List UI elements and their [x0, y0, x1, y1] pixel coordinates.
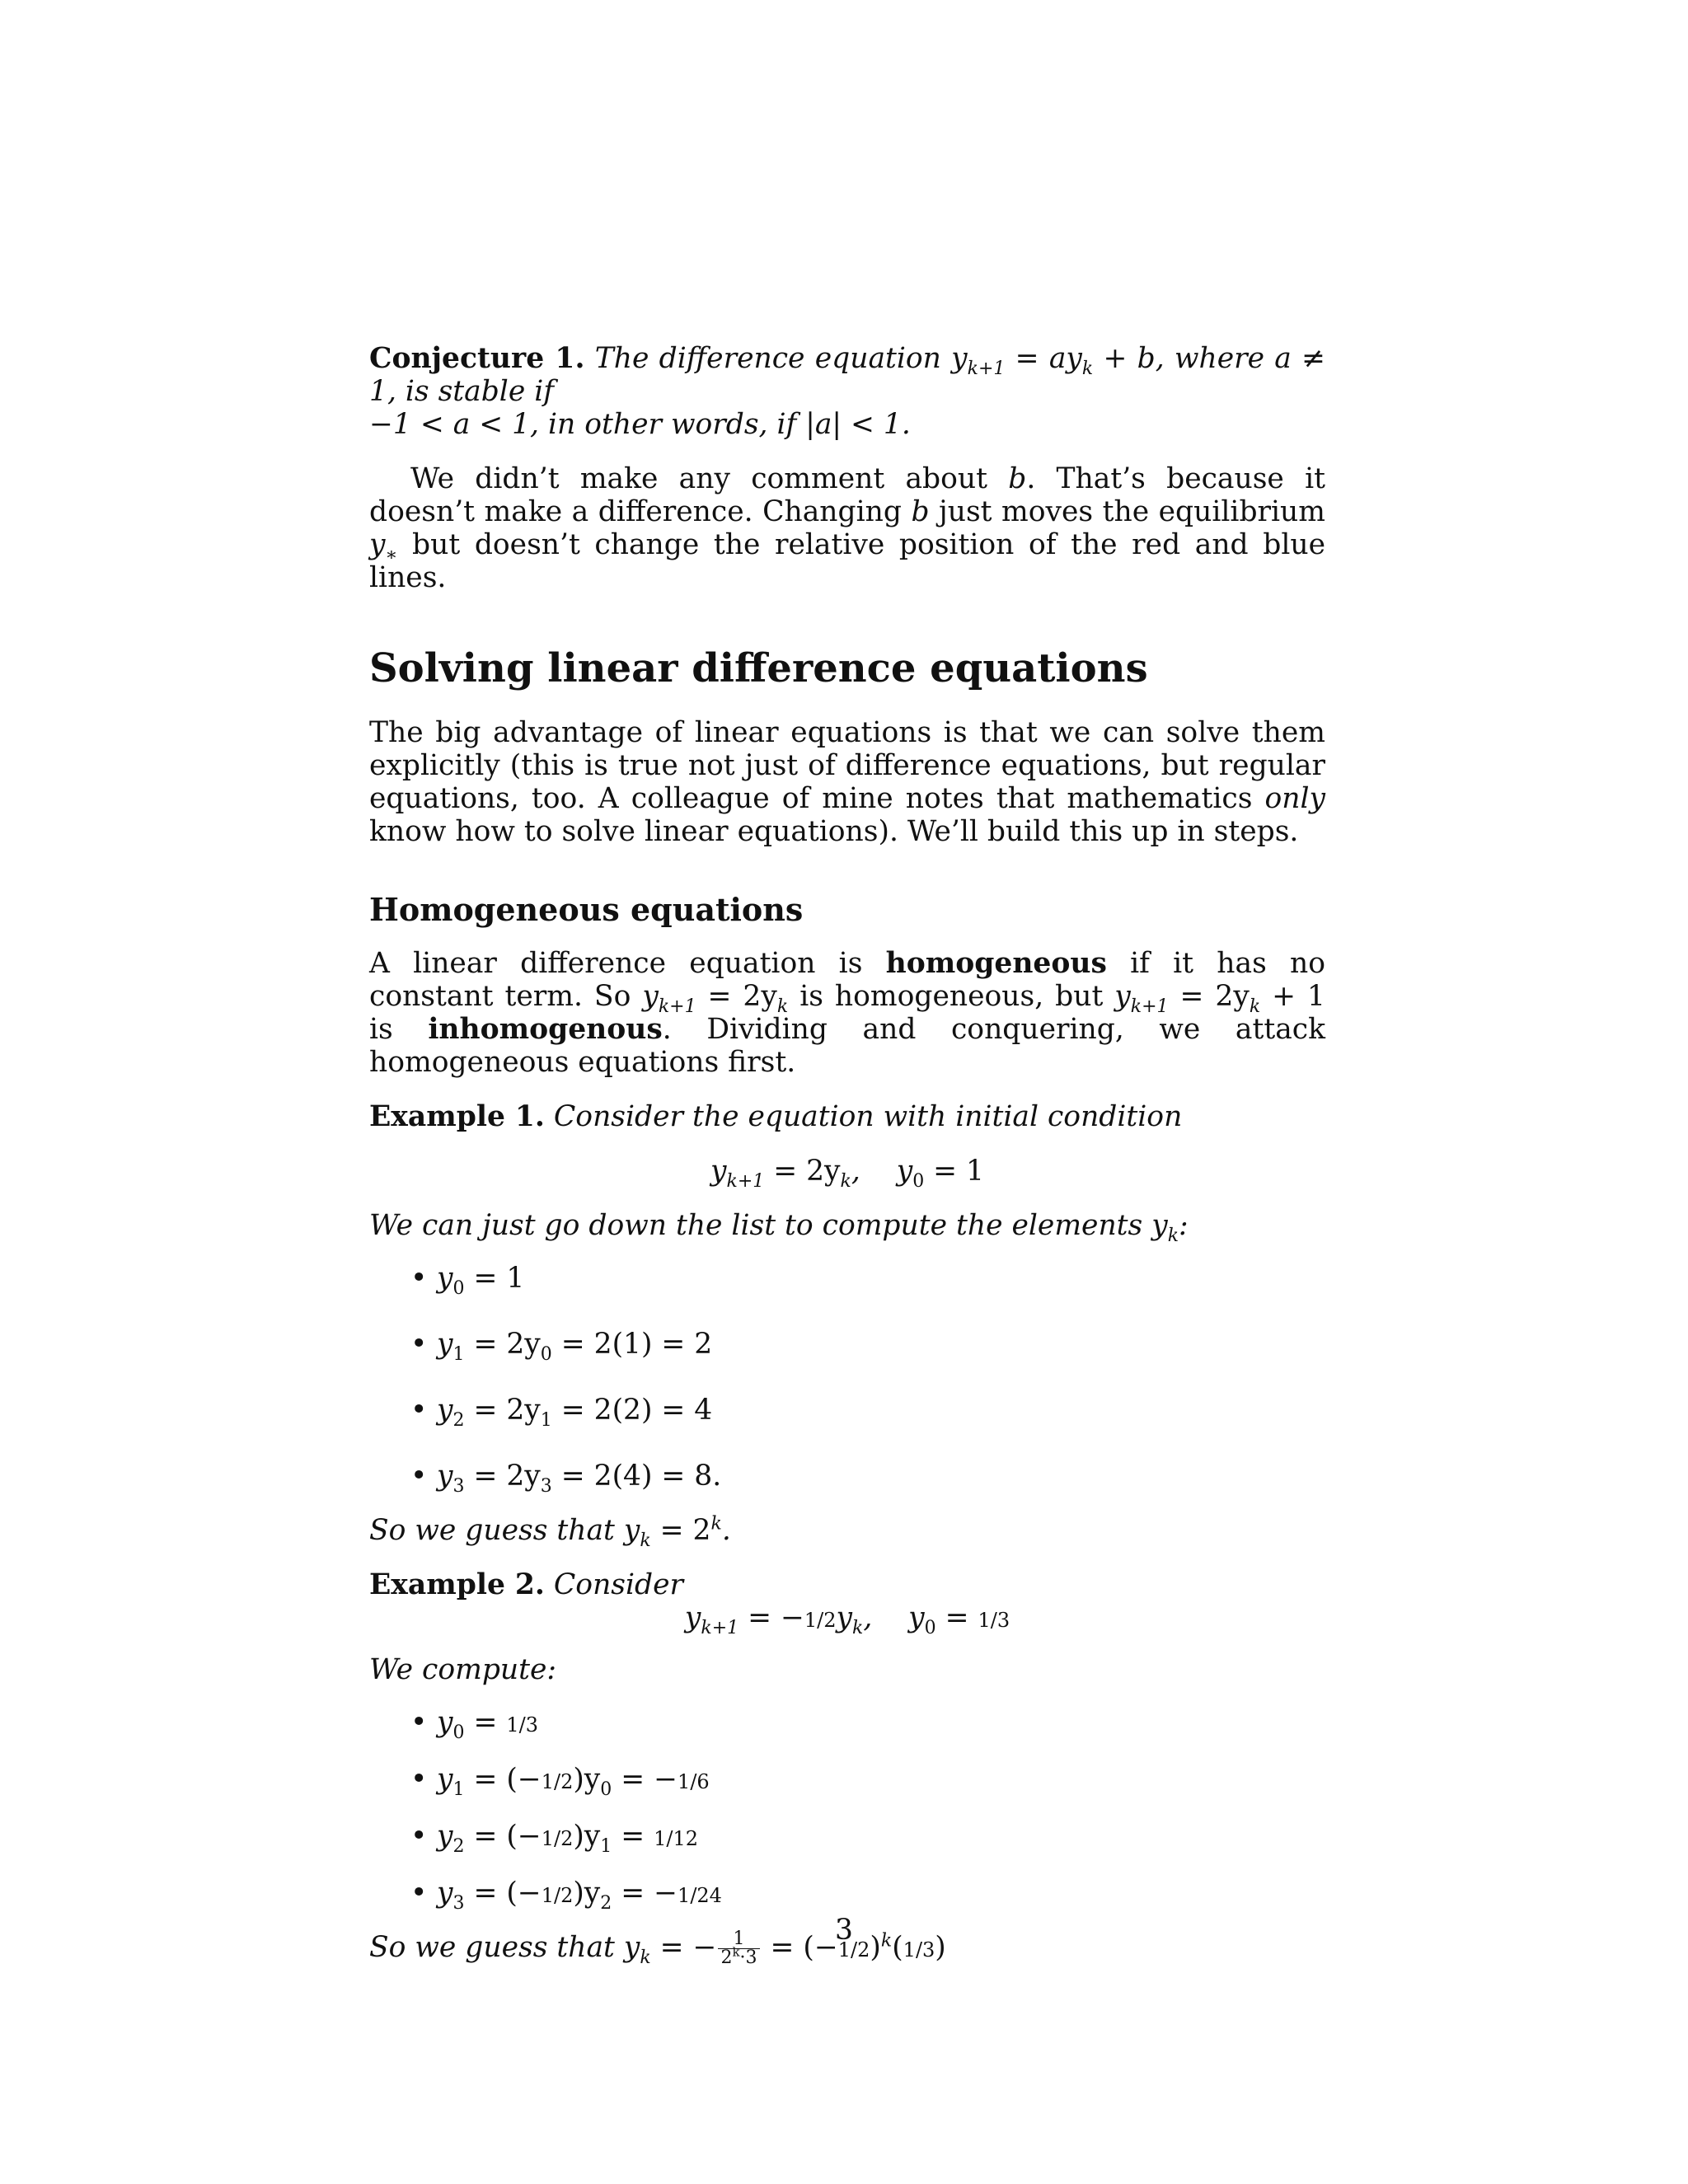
- example1-guess: So we guess that $y_k = 2^k$.: [369, 1513, 731, 1551]
- list-item: • $y_1 = (-1/2)y_0 = -1/6$: [410, 1763, 710, 1800]
- example2-guess: So we guess that $y_k$ = − $\frac{1}{2^k\cdot 3}$ = $(-1/2)^k(1/3)$: [369, 1929, 946, 1968]
- example1-equation: $y_{k+1} = 2y_k$, $y_0 = 1$: [710, 1155, 984, 1192]
- example2-list: [369, 1706, 1325, 1912]
- example1-heading: Example 1. Consider the equation with initial condition: [369, 1100, 1183, 1133]
- section-title: Solving linear difference equations: [369, 645, 1148, 691]
- list-item: • $y_3 = 2y_3 = 2(4) = 8$.: [410, 1460, 722, 1497]
- conjecture-label: Conjecture 1.: [369, 342, 585, 375]
- list-item: • $y_1 = 2y_0 = 2(1) = 2$: [410, 1328, 713, 1365]
- example2-label: Example 2.: [369, 1568, 545, 1601]
- example1-label: Example 1.: [369, 1100, 545, 1133]
- subsection-title: Homogeneous equations: [369, 891, 804, 928]
- example1-list: [369, 1262, 1325, 1497]
- paragraph-homogeneous: A linear difference equation is homogeneous if it has no constant term. So $y_{k+1} = 2y_k$ is homogeneous, but $y_{k+1} = 2y_k + 1$ is inhomogenous. Dividing and conquering, we attack homogeneous equations first.: [369, 947, 1326, 1079]
- paragraph-intro: The big advantage of linear equations is that we can solve them explicitly (this is true not just of difference equations, but regular equations, too. A colleague of mine notes that mathematics only know how to solve linear equations). We’ll build this up in steps.: [369, 716, 1325, 848]
- list-item: • $y_2 = (-1/2)y_1 = 1/12$: [410, 1820, 699, 1857]
- list-item: • $y_2 = 2y_1 = 2(2) = 4$: [410, 1394, 713, 1431]
- paragraph-equilibrium: We didn’t make any comment about b. That’s because it doesn’t make a difference. Changing b just moves the equilibrium $y_∗$ but doesn’t change the relative position of the red and blue lines.: [369, 462, 1325, 594]
- example2-lead: We compute:: [369, 1653, 557, 1686]
- example2-heading: Example 2. Consider: [369, 1568, 684, 1601]
- list-item: • $y_0 = 1/3$: [410, 1706, 538, 1743]
- page-body: [369, 342, 1325, 1967]
- list-item: • $y_0 = 1$: [410, 1262, 525, 1299]
- guess-fraction: $\frac{1}{2^k\cdot 3}$: [718, 1930, 759, 1967]
- example1-lead: We can just go down the list to compute the elements $y_k$:: [369, 1209, 1189, 1246]
- conjecture-block: [369, 342, 1325, 441]
- page-number: 3: [835, 1914, 853, 1947]
- conjecture-text: The difference equation $y_{k+1} = ay_k + b$, where a ≠ 1, is stable if −1 < a < 1, in other words, if |a| < 1.: [369, 342, 1326, 441]
- list-item: • $y_3 = (-1/2)y_2 = -1/24$: [410, 1877, 722, 1914]
- example2-equation: $y_{k+1} = -1/2y_k$, $y_0 = 1/3$: [684, 1601, 1010, 1638]
